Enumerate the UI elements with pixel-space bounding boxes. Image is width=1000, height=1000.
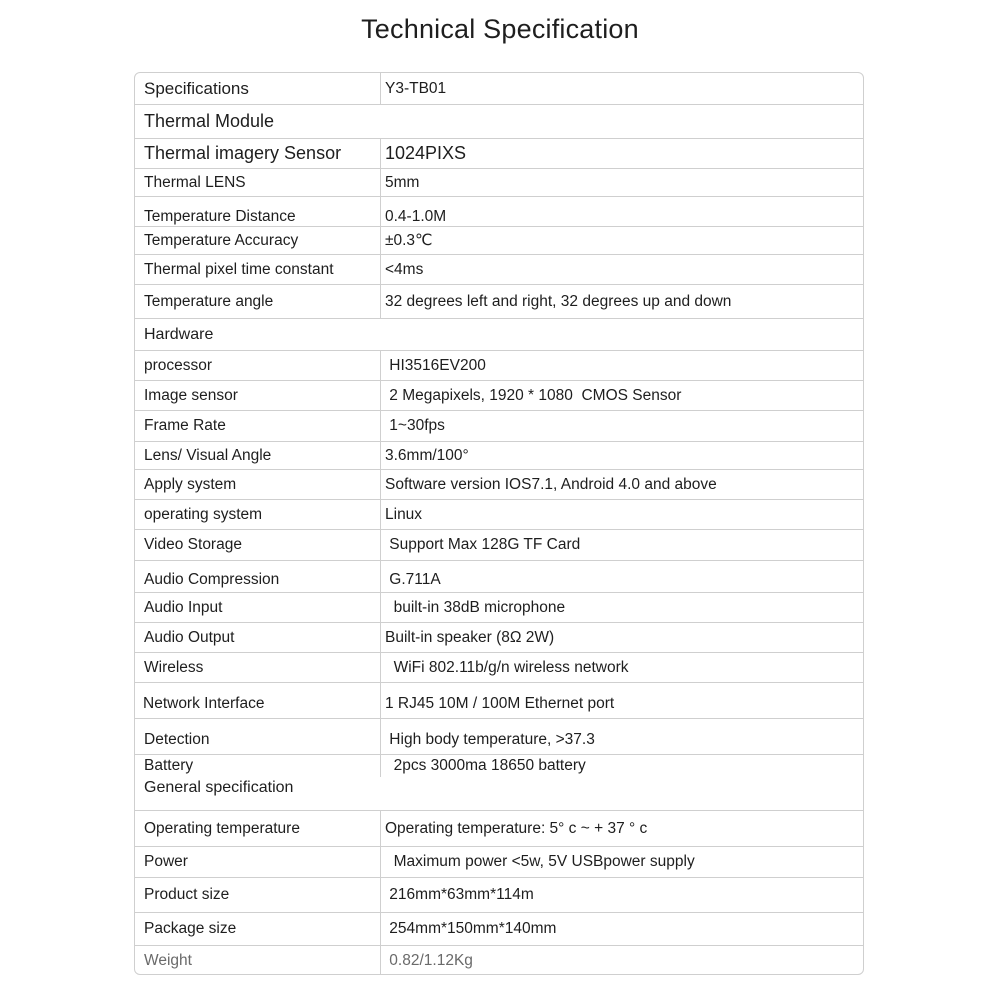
table-row xyxy=(135,623,863,653)
spec-value: 1 RJ45 10M / 100M Ethernet port xyxy=(380,683,863,718)
spec-value: 0.82/1.12Kg xyxy=(380,946,863,975)
spec-label: Thermal imagery Sensor xyxy=(144,143,342,163)
spec-label: Battery xyxy=(144,757,194,774)
table-row xyxy=(135,470,863,500)
spec-label: Lens/ Visual Angle xyxy=(144,446,272,464)
spec-value: Maximum power <5w, 5V USBpower supply xyxy=(380,847,863,877)
spec-value: High body temperature, >37.3 xyxy=(380,719,863,754)
section-title: Thermal Module xyxy=(144,111,275,131)
table-row xyxy=(135,683,863,719)
table-row xyxy=(135,878,863,913)
spec-table xyxy=(134,72,864,975)
spec-value: G.711A xyxy=(380,561,863,592)
spec-label: Audio Compression xyxy=(144,570,280,588)
section-general-specification xyxy=(135,777,863,811)
spec-label: Frame Rate xyxy=(144,417,226,434)
spec-label: Product size xyxy=(144,886,230,903)
table-row xyxy=(135,442,863,470)
spec-value: Linux xyxy=(380,500,863,529)
table-row xyxy=(135,847,863,878)
spec-value: 1024PIXS xyxy=(380,139,863,168)
spec-label: Apply system xyxy=(144,475,237,493)
spec-value: 32 degrees left and right, 32 degrees up and down xyxy=(380,285,863,318)
page-title: Technical Specification xyxy=(361,14,639,44)
spec-value: WiFi 802.11b/g/n wireless network xyxy=(380,653,863,682)
table-row xyxy=(135,351,863,381)
spec-value: 1~30fps xyxy=(380,411,863,441)
header-label: Specifications xyxy=(144,78,249,98)
table-row xyxy=(135,530,863,561)
spec-value: 216mm*63mm*114m xyxy=(380,878,863,912)
spec-label: Package size xyxy=(144,920,237,937)
table-row xyxy=(135,197,863,227)
table-row xyxy=(135,653,863,683)
spec-value: Built-in speaker (8Ω 2W) xyxy=(380,623,863,652)
table-row xyxy=(135,946,863,975)
spec-value: 254mm*150mm*140mm xyxy=(380,913,863,945)
spec-label: Temperature angle xyxy=(144,292,274,310)
spec-label: Image sensor xyxy=(144,386,238,404)
spec-label: Temperature Distance xyxy=(144,207,296,225)
spec-label: Detection xyxy=(144,730,210,748)
spec-value: 3.6mm/100° xyxy=(380,442,863,469)
table-row xyxy=(135,913,863,946)
table-row xyxy=(135,811,863,847)
spec-label: Wireless xyxy=(144,658,204,676)
spec-label: processor xyxy=(144,356,213,374)
spec-value: 2 Megapixels, 1920 * 1080 CMOS Sensor xyxy=(380,381,863,410)
spec-label: operating system xyxy=(144,505,263,523)
spec-value: Support Max 128G TF Card xyxy=(380,530,863,560)
table-row xyxy=(135,381,863,411)
table-row xyxy=(135,755,863,777)
spec-label: Network Interface xyxy=(143,694,265,712)
spec-value: Operating temperature: 5° c ~ + 37 ° c xyxy=(380,811,863,846)
table-row xyxy=(135,285,863,319)
spec-value: built-in 38dB microphone xyxy=(380,593,863,622)
table-row xyxy=(135,139,863,169)
table-row xyxy=(135,255,863,285)
table-header-row xyxy=(135,73,863,105)
section-hardware xyxy=(135,319,863,351)
model-value: Y3-TB01 xyxy=(380,73,863,104)
spec-value: ±0.3℃ xyxy=(380,227,863,254)
spec-value: <4ms xyxy=(380,255,863,284)
section-thermal-module xyxy=(135,105,863,139)
spec-label: Thermal pixel time constant xyxy=(144,260,334,278)
table-row xyxy=(135,227,863,255)
spec-label: Video Storage xyxy=(144,536,242,553)
spec-value: 2pcs 3000ma 18650 battery xyxy=(380,755,863,777)
table-row xyxy=(135,500,863,530)
table-row xyxy=(135,561,863,593)
spec-label: Audio Input xyxy=(144,598,223,616)
spec-value: 5mm xyxy=(380,169,863,196)
table-row xyxy=(135,411,863,442)
spec-value: Software version IOS7.1, Android 4.0 and above xyxy=(380,470,863,499)
spec-label: Operating temperature xyxy=(144,819,300,837)
spec-value: HI3516EV200 xyxy=(380,351,863,380)
table-row xyxy=(135,593,863,623)
spec-label: Temperature Accuracy xyxy=(144,231,299,249)
table-row xyxy=(135,719,863,755)
spec-label: Thermal LENS xyxy=(144,173,246,191)
spec-label: Power xyxy=(144,853,188,870)
spec-label: Weight xyxy=(144,952,192,969)
section-title: Hardware xyxy=(144,325,214,343)
spec-value: 0.4-1.0M xyxy=(380,197,863,226)
spec-label: Audio Output xyxy=(144,628,235,646)
table-row xyxy=(135,169,863,197)
section-title: General specification xyxy=(144,779,294,796)
